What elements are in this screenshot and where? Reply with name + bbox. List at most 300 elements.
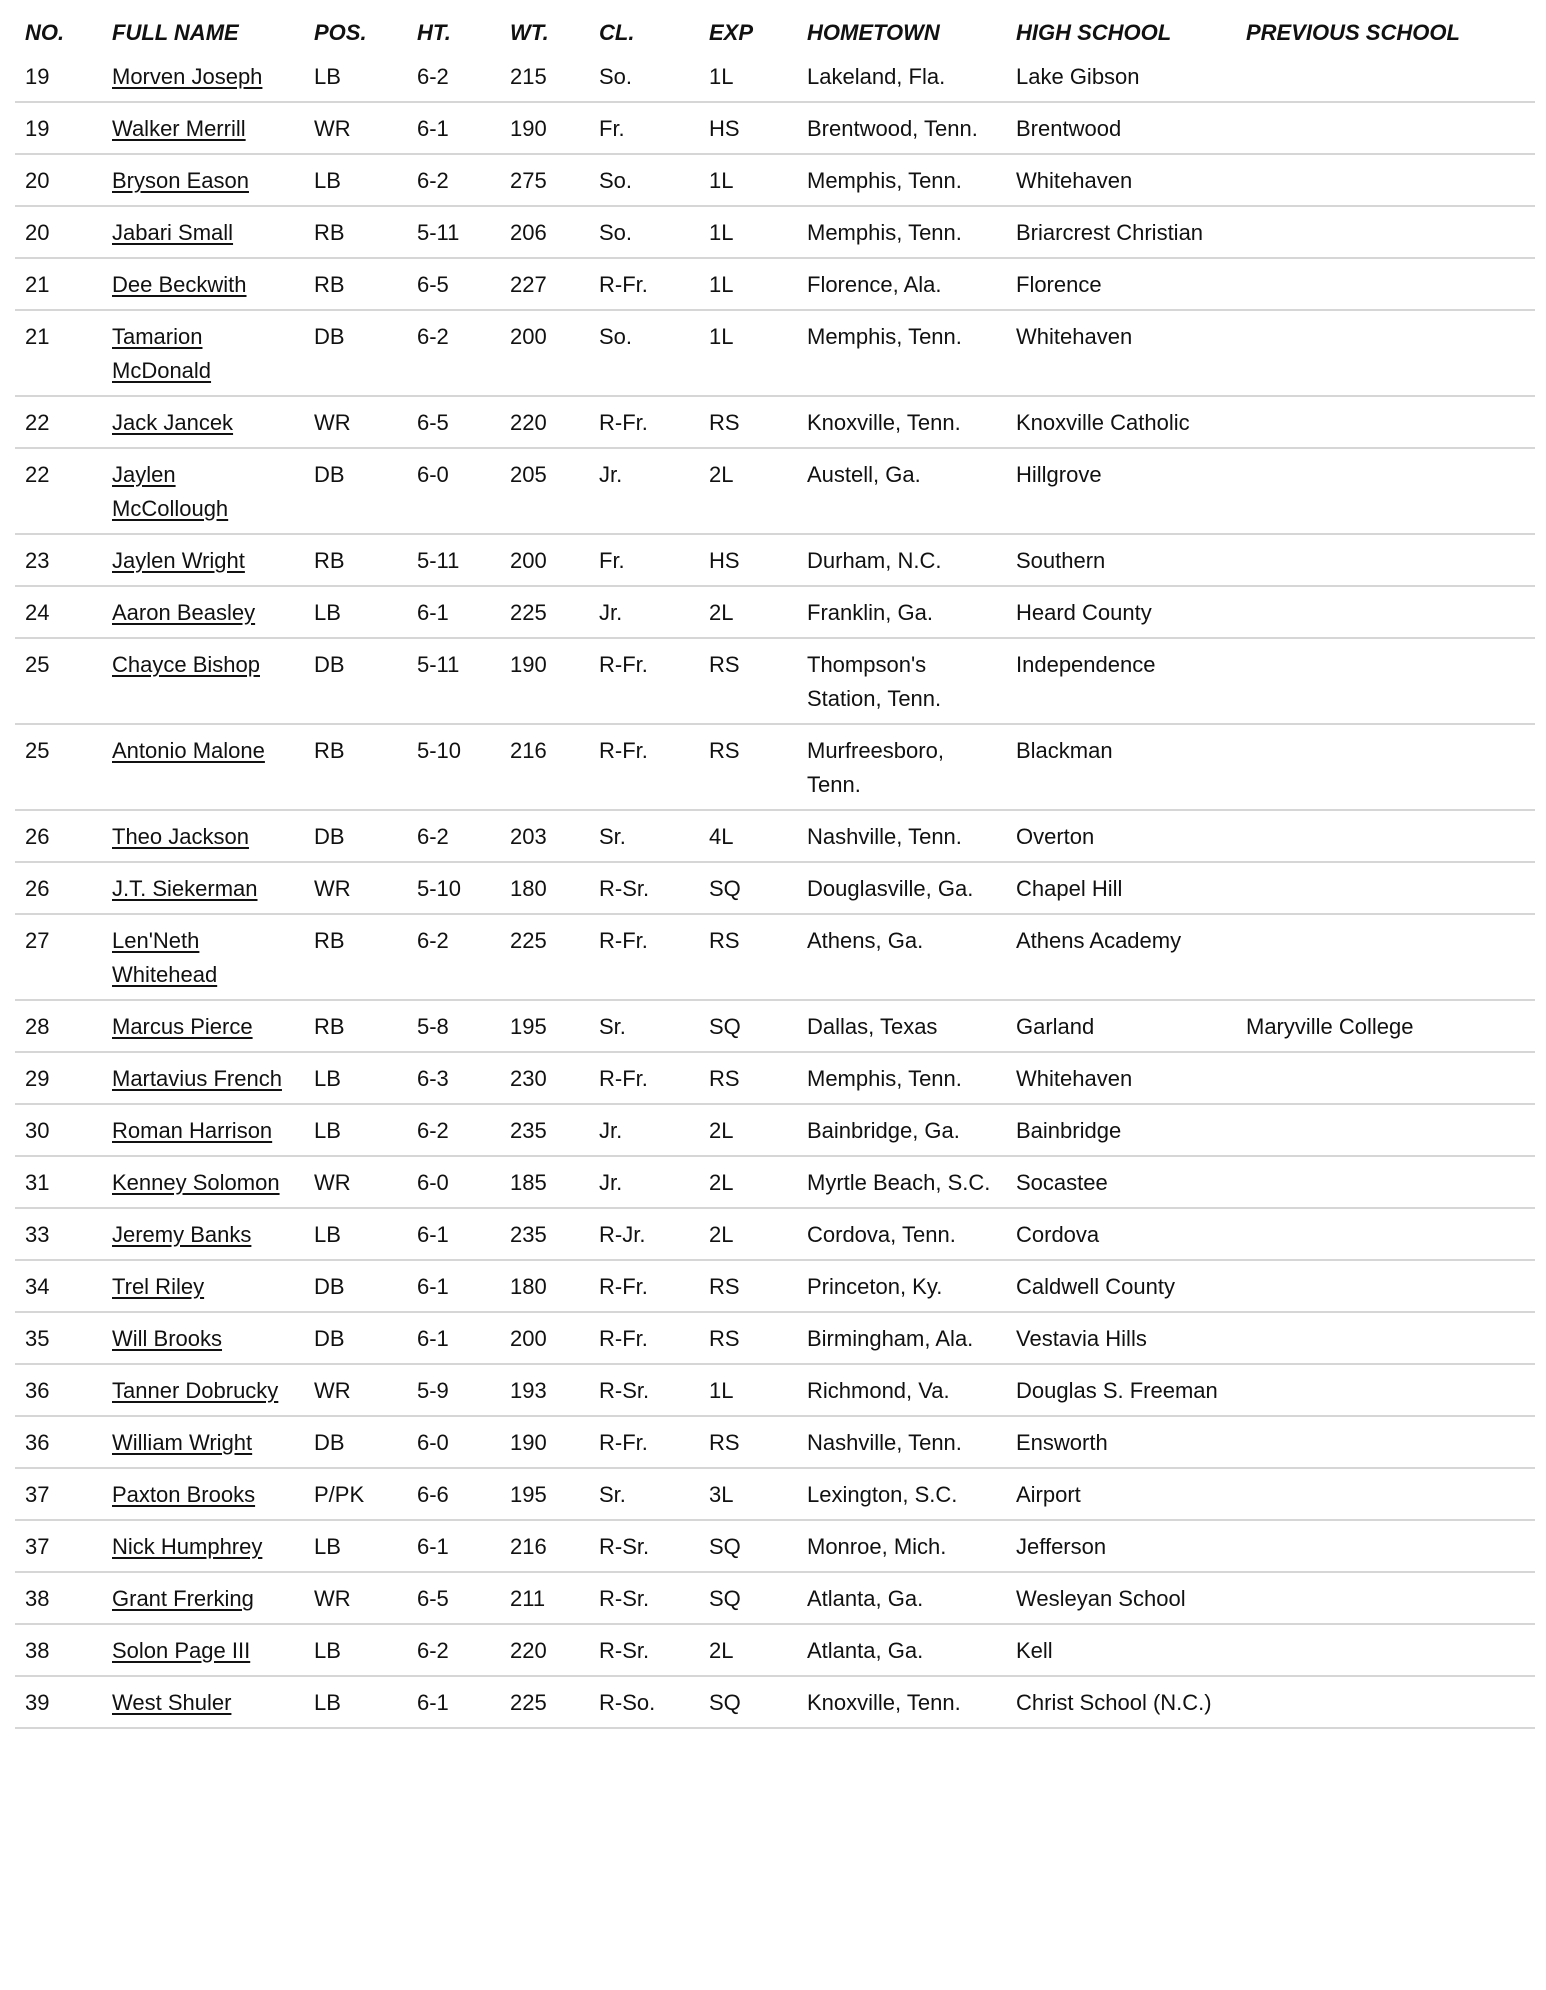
- player-high-school: Airport: [1016, 1482, 1081, 1507]
- player-name-link[interactable]: Bryson Eason: [112, 168, 249, 193]
- player-position: RB: [314, 220, 345, 245]
- player-weight: 235: [510, 1118, 547, 1143]
- player-name-link[interactable]: Jabari Small: [112, 220, 234, 245]
- player-previous-school: [1236, 56, 1535, 102]
- player-high-school: Wesleyan School: [1016, 1586, 1186, 1611]
- player-number: 35: [25, 1326, 50, 1351]
- player-weight: 200: [510, 324, 547, 349]
- player-weight: 190: [510, 652, 547, 677]
- roster-body: [15, 56, 1535, 1728]
- player-name-link[interactable]: J.T. Siekerman: [112, 876, 258, 901]
- player-position: DB: [314, 1326, 345, 1351]
- player-position: WR: [314, 1586, 351, 1611]
- player-name-link[interactable]: West Shuler: [112, 1690, 232, 1715]
- player-number: 21: [25, 324, 50, 349]
- player-number: 20: [25, 220, 50, 245]
- player-weight: 275: [510, 168, 547, 193]
- player-position: P/PK: [314, 1482, 365, 1507]
- player-experience: RS: [709, 928, 740, 953]
- player-number: 38: [25, 1638, 50, 1663]
- player-name-link[interactable]: Jaylen Wright: [112, 548, 245, 573]
- player-high-school: Lake Gibson: [1016, 64, 1140, 89]
- player-previous-school: [1236, 448, 1535, 534]
- player-position: LB: [314, 1690, 341, 1715]
- player-height: 6-5: [417, 410, 449, 435]
- table-row: [15, 1416, 1535, 1468]
- player-name-link[interactable]: Will Brooks: [112, 1326, 223, 1351]
- player-weight: 193: [510, 1378, 547, 1403]
- player-number: 39: [25, 1690, 50, 1715]
- player-hometown: Birmingham, Ala.: [807, 1326, 974, 1351]
- player-number: 28: [25, 1014, 50, 1039]
- player-position: LB: [314, 1222, 341, 1247]
- player-name-link[interactable]: Walker Merrill: [112, 116, 246, 141]
- player-previous-school: [1236, 586, 1535, 638]
- player-height: 6-3: [417, 1066, 449, 1091]
- player-class: R-Jr.: [599, 1222, 646, 1247]
- player-class: Fr.: [599, 116, 625, 141]
- player-number: 31: [25, 1170, 50, 1195]
- player-name-cell: [102, 1416, 304, 1468]
- column-header-high-school: HIGH SCHOOL: [1016, 20, 1172, 45]
- player-name-link[interactable]: Marcus Pierce: [112, 1014, 253, 1039]
- player-previous-school: [1236, 534, 1535, 586]
- player-name-link[interactable]: Jaylen McCollough: [112, 462, 229, 521]
- player-height: 6-2: [417, 168, 449, 193]
- player-number: 22: [25, 462, 50, 487]
- player-position: LB: [314, 168, 341, 193]
- column-header-hometown: HOMETOWN: [807, 20, 940, 45]
- player-weight: 185: [510, 1170, 547, 1195]
- player-high-school: Whitehaven: [1016, 1066, 1133, 1091]
- player-hometown: Nashville, Tenn.: [807, 1430, 962, 1455]
- player-name-link[interactable]: Jeremy Banks: [112, 1222, 252, 1247]
- player-position: RB: [314, 928, 345, 953]
- player-number: 23: [25, 548, 50, 573]
- player-hometown: Austell, Ga.: [807, 462, 921, 487]
- player-number: 37: [25, 1482, 50, 1507]
- player-name-cell: [102, 1000, 304, 1052]
- player-height: 6-1: [417, 600, 449, 625]
- player-name-link[interactable]: Kenney Solomon: [112, 1170, 280, 1195]
- player-experience: 2L: [709, 1638, 734, 1663]
- player-experience: SQ: [709, 1690, 741, 1715]
- player-experience: 1L: [709, 324, 734, 349]
- table-row: [15, 862, 1535, 914]
- player-class: Jr.: [599, 462, 623, 487]
- player-name-cell: [102, 154, 304, 206]
- player-height: 5-10: [417, 876, 462, 901]
- table-row: [15, 1156, 1535, 1208]
- player-high-school: Christ School (N.C.): [1016, 1690, 1212, 1715]
- player-name-cell: [102, 102, 304, 154]
- player-name-cell: [102, 1364, 304, 1416]
- player-hometown: Atlanta, Ga.: [807, 1638, 924, 1663]
- player-height: 5-11: [417, 548, 460, 573]
- player-hometown: Memphis, Tenn.: [807, 324, 962, 349]
- player-name-link[interactable]: Aaron Beasley: [112, 600, 256, 625]
- player-name-cell: [102, 448, 304, 534]
- player-height: 6-2: [417, 64, 449, 89]
- player-experience: SQ: [709, 1014, 741, 1039]
- table-row: [15, 102, 1535, 154]
- player-height: 6-6: [417, 1482, 449, 1507]
- player-previous-school: [1236, 638, 1535, 724]
- player-position: LB: [314, 1066, 341, 1091]
- player-high-school: Brentwood: [1016, 116, 1122, 141]
- table-row: [15, 258, 1535, 310]
- player-number: 26: [25, 876, 50, 901]
- player-name-link[interactable]: Roman Harrison: [112, 1118, 273, 1143]
- player-height: 6-5: [417, 272, 449, 297]
- player-high-school: Socastee: [1016, 1170, 1108, 1195]
- player-name-cell: [102, 534, 304, 586]
- player-experience: 2L: [709, 1222, 734, 1247]
- player-high-school: Caldwell County: [1016, 1274, 1175, 1299]
- player-name-link[interactable]: Len'Neth Whitehead: [112, 928, 218, 987]
- column-header-height: HT.: [417, 20, 451, 45]
- player-weight: 225: [510, 600, 547, 625]
- player-previous-school: [1236, 154, 1535, 206]
- player-experience: 1L: [709, 1378, 734, 1403]
- player-height: 6-1: [417, 1222, 449, 1247]
- player-name-link[interactable]: Theo Jackson: [112, 824, 249, 849]
- table-row: [15, 1364, 1535, 1416]
- player-position: WR: [314, 876, 351, 901]
- player-class: R-Fr.: [599, 1326, 648, 1351]
- player-experience: 1L: [709, 64, 734, 89]
- player-experience: 3L: [709, 1482, 734, 1507]
- player-name-link[interactable]: Jack Jancek: [112, 410, 234, 435]
- player-experience: 2L: [709, 600, 734, 625]
- player-name-link[interactable]: Tamarion McDonald: [112, 324, 212, 383]
- player-name-link[interactable]: Grant Frerking: [112, 1586, 254, 1611]
- player-experience: RS: [709, 1326, 740, 1351]
- player-name-cell: [102, 1156, 304, 1208]
- player-weight: 180: [510, 876, 547, 901]
- player-position: DB: [314, 1430, 345, 1455]
- player-height: 5-10: [417, 738, 462, 763]
- player-previous-school: [1236, 1104, 1535, 1156]
- player-name-cell: [102, 1520, 304, 1572]
- player-weight: 205: [510, 462, 547, 487]
- player-experience: 2L: [709, 462, 734, 487]
- player-weight: 206: [510, 220, 547, 245]
- player-hometown: Durham, N.C.: [807, 548, 942, 573]
- player-weight: 190: [510, 1430, 547, 1455]
- player-previous-school: [1236, 1416, 1535, 1468]
- player-position: DB: [314, 324, 345, 349]
- player-class: Jr.: [599, 1118, 623, 1143]
- table-row: [15, 1000, 1535, 1052]
- player-class: R-Fr.: [599, 652, 648, 677]
- player-name-link[interactable]: Morven Joseph: [112, 64, 263, 89]
- player-hometown: Florence, Ala.: [807, 272, 942, 297]
- player-experience: 1L: [709, 220, 734, 245]
- player-class: R-Fr.: [599, 1430, 648, 1455]
- player-position: LB: [314, 1118, 341, 1143]
- player-class: R-Fr.: [599, 410, 648, 435]
- player-height: 5-9: [417, 1378, 449, 1403]
- player-previous-school: [1236, 1260, 1535, 1312]
- player-hometown: Lexington, S.C.: [807, 1482, 958, 1507]
- player-class: So.: [599, 324, 633, 349]
- player-height: 5-11: [417, 652, 460, 677]
- player-number: 22: [25, 410, 50, 435]
- player-height: 6-2: [417, 928, 449, 953]
- player-name-link[interactable]: Nick Humphrey: [112, 1534, 263, 1559]
- player-weight: 195: [510, 1482, 547, 1507]
- player-experience: RS: [709, 410, 740, 435]
- player-previous-school: [1236, 724, 1535, 810]
- player-name-link[interactable]: Trel Riley: [112, 1274, 205, 1299]
- player-previous-school: [1236, 1208, 1535, 1260]
- player-name-cell: [102, 914, 304, 1000]
- player-name-link[interactable]: Dee Beckwith: [112, 272, 247, 297]
- player-name-cell: [102, 638, 304, 724]
- player-height: 6-1: [417, 1534, 449, 1559]
- player-hometown: Memphis, Tenn.: [807, 1066, 962, 1091]
- player-position: WR: [314, 1378, 351, 1403]
- table-row: [15, 724, 1535, 810]
- player-height: 6-0: [417, 1430, 449, 1455]
- player-previous-school: [1236, 396, 1535, 448]
- column-header-position: POS.: [314, 20, 367, 45]
- player-position: LB: [314, 600, 341, 625]
- player-high-school: Heard County: [1016, 600, 1152, 625]
- player-hometown: Franklin, Ga.: [807, 600, 933, 625]
- player-class: Sr.: [599, 1014, 626, 1039]
- player-position: RB: [314, 738, 345, 763]
- player-number: 36: [25, 1378, 50, 1403]
- player-position: DB: [314, 1274, 345, 1299]
- player-previous-school: [1236, 1364, 1535, 1416]
- player-height: 6-2: [417, 1118, 449, 1143]
- player-high-school: Athens Academy: [1016, 928, 1182, 953]
- player-hometown: Richmond, Va.: [807, 1378, 950, 1403]
- player-name-cell: [102, 1208, 304, 1260]
- player-high-school: Independence: [1016, 652, 1156, 677]
- player-position: WR: [314, 116, 351, 141]
- player-previous-school: [1236, 862, 1535, 914]
- table-row: [15, 154, 1535, 206]
- player-position: WR: [314, 410, 351, 435]
- player-name-cell: [102, 1572, 304, 1624]
- player-previous-school: [1236, 1624, 1535, 1676]
- table-row: [15, 1572, 1535, 1624]
- player-hometown: Murfreesboro, Tenn.: [807, 738, 944, 797]
- player-position: RB: [314, 272, 345, 297]
- player-name-cell: [102, 396, 304, 448]
- player-hometown: Princeton, Ky.: [807, 1274, 943, 1299]
- player-previous-school: [1236, 310, 1535, 396]
- player-name-link[interactable]: Paxton Brooks: [112, 1482, 256, 1507]
- player-position: RB: [314, 1014, 345, 1039]
- player-weight: 220: [510, 1638, 547, 1663]
- player-name-cell: [102, 1468, 304, 1520]
- player-class: R-Fr.: [599, 738, 648, 763]
- player-hometown: Dallas, Texas: [807, 1014, 938, 1039]
- table-row: [15, 56, 1535, 102]
- player-number: 27: [25, 928, 50, 953]
- player-height: 5-8: [417, 1014, 449, 1039]
- player-class: R-Sr.: [599, 1586, 650, 1611]
- player-position: LB: [314, 1638, 341, 1663]
- player-experience: 1L: [709, 168, 734, 193]
- player-name-cell: [102, 206, 304, 258]
- player-high-school: Florence: [1016, 272, 1102, 297]
- player-number: 25: [25, 652, 50, 677]
- player-hometown: Atlanta, Ga.: [807, 1586, 924, 1611]
- player-weight: 180: [510, 1274, 547, 1299]
- player-name-link[interactable]: Solon Page III: [112, 1638, 251, 1663]
- player-high-school: Vestavia Hills: [1016, 1326, 1147, 1351]
- table-row: [15, 1676, 1535, 1728]
- player-high-school: Douglas S. Freeman: [1016, 1378, 1218, 1403]
- table-row: [15, 638, 1535, 724]
- table-row: [15, 1520, 1535, 1572]
- player-hometown: Myrtle Beach, S.C.: [807, 1170, 991, 1195]
- player-weight: 216: [510, 738, 547, 763]
- player-class: Jr.: [599, 1170, 623, 1195]
- player-height: 6-5: [417, 1586, 449, 1611]
- player-name-cell: [102, 1676, 304, 1728]
- player-previous-school: [1236, 206, 1535, 258]
- player-previous-school: [1236, 1052, 1535, 1104]
- column-header-class: CL.: [599, 20, 635, 45]
- player-hometown: Knoxville, Tenn.: [807, 1690, 961, 1715]
- player-number: 19: [25, 116, 50, 141]
- player-previous-school: [1236, 1520, 1535, 1572]
- player-weight: 225: [510, 1690, 547, 1715]
- player-name-link[interactable]: Martavius French: [112, 1066, 282, 1091]
- player-hometown: Lakeland, Fla.: [807, 64, 946, 89]
- player-previous-school: Maryville College: [1246, 1014, 1414, 1039]
- player-class: Fr.: [599, 548, 625, 573]
- player-hometown: Memphis, Tenn.: [807, 168, 962, 193]
- player-high-school: Southern: [1016, 548, 1106, 573]
- player-class: So.: [599, 64, 633, 89]
- player-number: 26: [25, 824, 50, 849]
- header-row: [15, 0, 1535, 56]
- player-high-school: Cordova: [1016, 1222, 1100, 1247]
- player-height: 6-1: [417, 1274, 449, 1299]
- player-high-school: Knoxville Catholic: [1016, 410, 1190, 435]
- player-class: R-Fr.: [599, 1274, 648, 1299]
- player-previous-school: [1236, 1468, 1535, 1520]
- player-weight: 211: [510, 1586, 546, 1611]
- player-name-cell: [102, 724, 304, 810]
- player-high-school: Chapel Hill: [1016, 876, 1123, 901]
- player-name-cell: [102, 56, 304, 102]
- player-experience: 2L: [709, 1118, 734, 1143]
- player-weight: 203: [510, 824, 547, 849]
- column-header-full-name: FULL NAME: [112, 20, 239, 45]
- player-number: 33: [25, 1222, 50, 1247]
- player-name-link[interactable]: Tanner Dobrucky: [112, 1378, 279, 1403]
- player-previous-school: [1236, 1676, 1535, 1728]
- player-weight: 200: [510, 1326, 547, 1351]
- player-high-school: Jefferson: [1016, 1534, 1107, 1559]
- player-height: 5-11: [417, 220, 460, 245]
- player-number: 36: [25, 1430, 50, 1455]
- roster-table: [15, 0, 1535, 1729]
- player-high-school: Whitehaven: [1016, 324, 1133, 349]
- table-row: [15, 914, 1535, 1000]
- player-number: 37: [25, 1534, 50, 1559]
- player-weight: 235: [510, 1222, 547, 1247]
- column-header-previous-school: PREVIOUS SCHOOL: [1246, 20, 1460, 45]
- player-hometown: Memphis, Tenn.: [807, 220, 962, 245]
- player-previous-school: [1236, 810, 1535, 862]
- player-name-cell: [102, 310, 304, 396]
- player-name-link[interactable]: Antonio Malone: [112, 738, 265, 763]
- player-previous-school: [1236, 1572, 1535, 1624]
- player-name-link[interactable]: William Wright: [112, 1430, 253, 1455]
- player-number: 21: [25, 272, 50, 297]
- player-high-school: Ensworth: [1016, 1430, 1108, 1455]
- table-row: [15, 1104, 1535, 1156]
- player-name-cell: [102, 810, 304, 862]
- player-height: 6-2: [417, 324, 449, 349]
- player-class: So.: [599, 168, 633, 193]
- player-number: 30: [25, 1118, 50, 1143]
- player-name-cell: [102, 1260, 304, 1312]
- player-experience: HS: [709, 116, 740, 141]
- player-weight: 200: [510, 548, 547, 573]
- player-hometown: Athens, Ga.: [807, 928, 924, 953]
- table-row: [15, 586, 1535, 638]
- player-weight: 195: [510, 1014, 547, 1039]
- table-row: [15, 1052, 1535, 1104]
- player-experience: 2L: [709, 1170, 734, 1195]
- player-name-link[interactable]: Chayce Bishop: [112, 652, 260, 677]
- column-header-experience: EXP: [709, 20, 754, 45]
- player-position: WR: [314, 1170, 351, 1195]
- player-class: R-Fr.: [599, 272, 648, 297]
- player-previous-school: [1236, 102, 1535, 154]
- player-class: R-Fr.: [599, 1066, 648, 1091]
- table-row: [15, 206, 1535, 258]
- player-class: R-Fr.: [599, 928, 648, 953]
- player-name-cell: [102, 258, 304, 310]
- player-high-school: Overton: [1016, 824, 1095, 849]
- player-weight: 225: [510, 928, 547, 953]
- player-high-school: Blackman: [1016, 738, 1113, 763]
- player-height: 6-2: [417, 824, 449, 849]
- player-experience: RS: [709, 1430, 740, 1455]
- player-previous-school: [1236, 1156, 1535, 1208]
- player-high-school: Whitehaven: [1016, 168, 1133, 193]
- player-class: R-Sr.: [599, 876, 650, 901]
- player-height: 6-0: [417, 462, 449, 487]
- player-height: 6-1: [417, 1690, 449, 1715]
- table-row: [15, 534, 1535, 586]
- player-class: R-Sr.: [599, 1638, 650, 1663]
- player-weight: 190: [510, 116, 547, 141]
- player-height: 6-0: [417, 1170, 449, 1195]
- player-high-school: Kell: [1016, 1638, 1053, 1663]
- player-number: 38: [25, 1586, 50, 1611]
- player-hometown: Douglasville, Ga.: [807, 876, 974, 901]
- player-experience: SQ: [709, 1586, 741, 1611]
- table-row: [15, 310, 1535, 396]
- player-name-cell: [102, 586, 304, 638]
- player-number: 29: [25, 1066, 50, 1091]
- roster-header: [15, 0, 1535, 56]
- player-position: LB: [314, 64, 341, 89]
- player-experience: SQ: [709, 1534, 741, 1559]
